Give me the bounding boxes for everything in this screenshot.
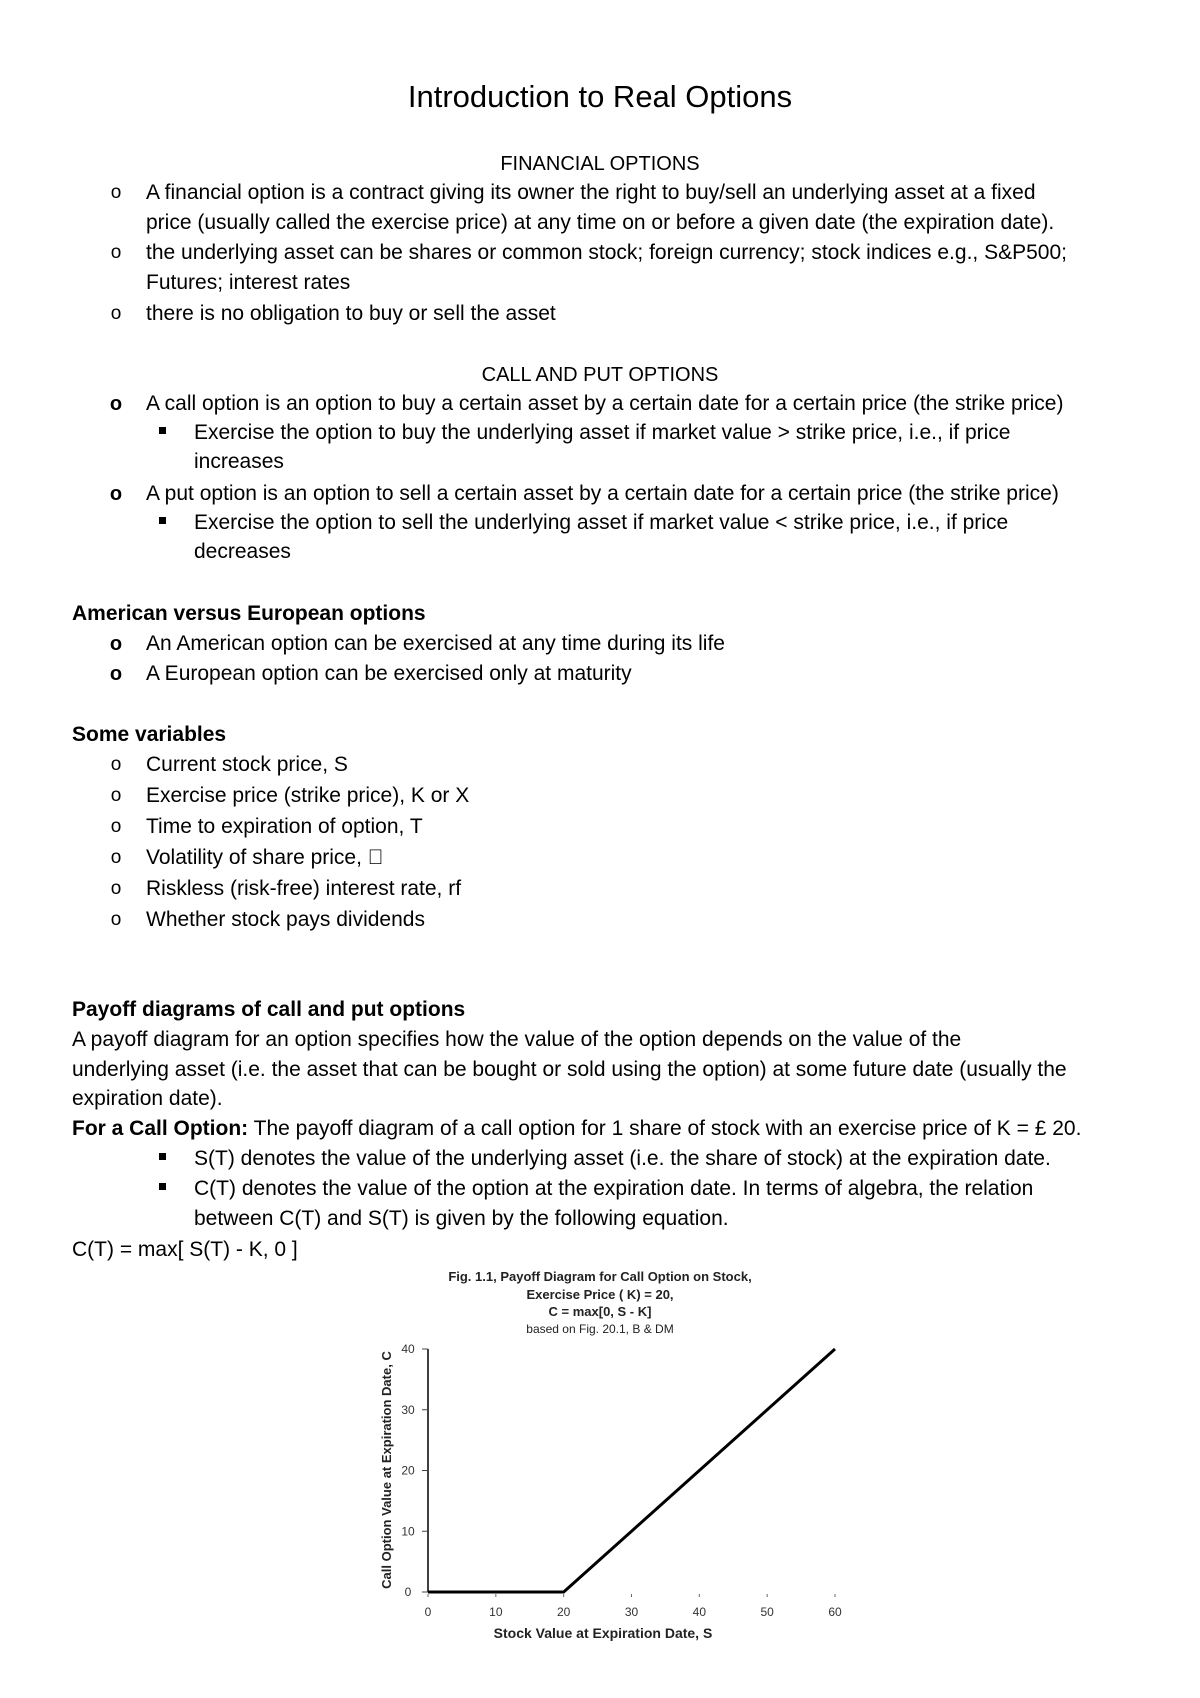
x-tick-label: 20 [556,1605,571,1619]
bullet-circle-bold-icon: o [109,663,123,685]
x-tick-label: 60 [828,1605,842,1619]
bullet-circle-icon: o [110,816,122,837]
variable-item: Exercise price (strike price), K or X [146,784,470,807]
bullet-circle-bold-icon: o [109,633,123,655]
y-tick-label: 30 [401,1402,415,1417]
bullet-circle-icon: o [110,242,122,263]
financial-bullet-1: A financial option is a contract giving its owner the right to buy/sell an underlying asset at a fixed [146,181,1036,204]
y-axis-label: Call Option Value at Expiration Date, C [379,1351,394,1589]
put-exercise-rule: Exercise the option to sell the underlying asset if market value < strike price, i.e., if price [194,511,1009,534]
european-option-item: A European option can be exercised only at maturity [146,662,632,685]
bullet-circle-icon: o [110,878,122,899]
payoff-heading: Payoff diagrams of call and put options [72,998,466,1021]
x-tick-label: 10 [489,1605,503,1619]
put-exercise-rule-cont: decreases [194,540,291,563]
payoff-paragraph-line: underlying asset (i.e. the asset that can be bought or sold using the option) at some future date (usually the [72,1058,1067,1081]
figure-title-line: Exercise Price ( K) = 20, [526,1287,674,1302]
bullet-circle-icon: o [110,785,122,806]
call-exercise-rule-cont: increases [194,450,284,473]
bullet-square-icon [159,1153,166,1160]
payoff-paragraph-line: expiration date). [72,1087,223,1110]
payoff-line [428,1349,835,1592]
y-ticks [401,1342,428,1599]
payoff-paragraph-line: A payoff diagram for an option specifies how the value of the option depends on the value of the [72,1028,962,1051]
x-tick-label: 30 [624,1605,639,1619]
figure-title-line: C = max[0, S - K] [548,1304,652,1319]
bullet-circle-bold-icon: o [109,483,123,505]
variable-item: Time to expiration of option, T [146,815,423,838]
bullet-circle-icon: o [110,909,122,930]
y-tick-label: 40 [401,1342,415,1356]
x-axis-label: Stock Value at Expiration Date, S [493,1625,713,1641]
american-european-heading: American versus European options [72,602,426,625]
put-option-definition: A put option is an option to sell a certain asset by a certain date for a certain price (the strike price) [146,482,1059,505]
y-tick-label: 20 [401,1463,415,1478]
x-tick-label: 0 [424,1605,432,1619]
financial-bullet-2-cont: Futures; interest rates [146,271,351,294]
x-tick-label: 50 [760,1605,774,1619]
call-option-definition: A call option is an option to buy a certain asset by a certain date for a certain price (the strike price) [146,392,1064,415]
x-tick-label: 40 [692,1605,707,1619]
variable-item: Riskless (risk-free) interest rate, rf [146,877,462,900]
bullet-square-icon [159,427,166,434]
bullet-square-icon [159,1183,166,1190]
financial-bullet-3: there is no obligation to buy or sell the asset [146,302,556,325]
x-ticks [425,1594,842,1619]
variable-item: Volatility of share price, [146,846,362,869]
variables-heading: Some variables [72,723,227,746]
bullet-circle-icon: o [110,754,122,775]
st-definition: S(T) denotes the value of the underlying asset (i.e. the share of stock) at the expiration date. [194,1147,1051,1170]
call-option-text: The payoff diagram of a call option for 1 share of stock with an exercise price of K = £ 20. [248,1117,1082,1140]
financial-bullet-2: the underlying asset can be shares or common stock; foreign currency; stock indices e.g., S&P500; [146,241,1067,264]
figure-title-line: Fig. 1.1, Payoff Diagram for Call Option on Stock, [448,1269,752,1284]
call-option-sentence [72,1114,1081,1144]
y-tick-label: 0 [404,1585,412,1599]
figure-subtitle: based on Fig. 20.1, B & DM [526,1322,674,1336]
call-option-label: For a Call Option: [72,1117,249,1140]
payoff-equation: C(T) = max[ S(T) - K, 0 ] [72,1238,298,1261]
american-option-item: An American option can be exercised at any time during its life [146,632,725,655]
call-exercise-rule: Exercise the option to buy the underlying asset if market value > strike price, i.e., if price [194,421,1011,444]
bullet-square-icon [159,517,166,524]
bullet-circle-icon: o [110,182,122,203]
ct-definition: C(T) denotes the value of the option at the expiration date. In terms of algebra, the relation [194,1177,1034,1200]
variable-item: Whether stock pays dividends [146,908,425,931]
financial-bullet-1-cont: price (usually called the exercise price) at any time on or before a given date (the expiration date). [146,211,1055,234]
page-title: Introduction to Real Options [407,79,793,114]
y-tick-label: 10 [401,1524,415,1539]
bullet-circle-bold-icon: o [109,393,123,415]
bullet-circle-icon: o [110,303,122,324]
variable-item: Current stock price, S [146,753,348,776]
call-put-heading: CALL AND PUT OPTIONS [481,364,719,386]
bullet-circle-icon: o [110,847,122,868]
ct-definition-cont: between C(T) and S(T) is given by the following equation. [194,1207,729,1230]
financial-options-heading: FINANCIAL OPTIONS [500,153,700,175]
